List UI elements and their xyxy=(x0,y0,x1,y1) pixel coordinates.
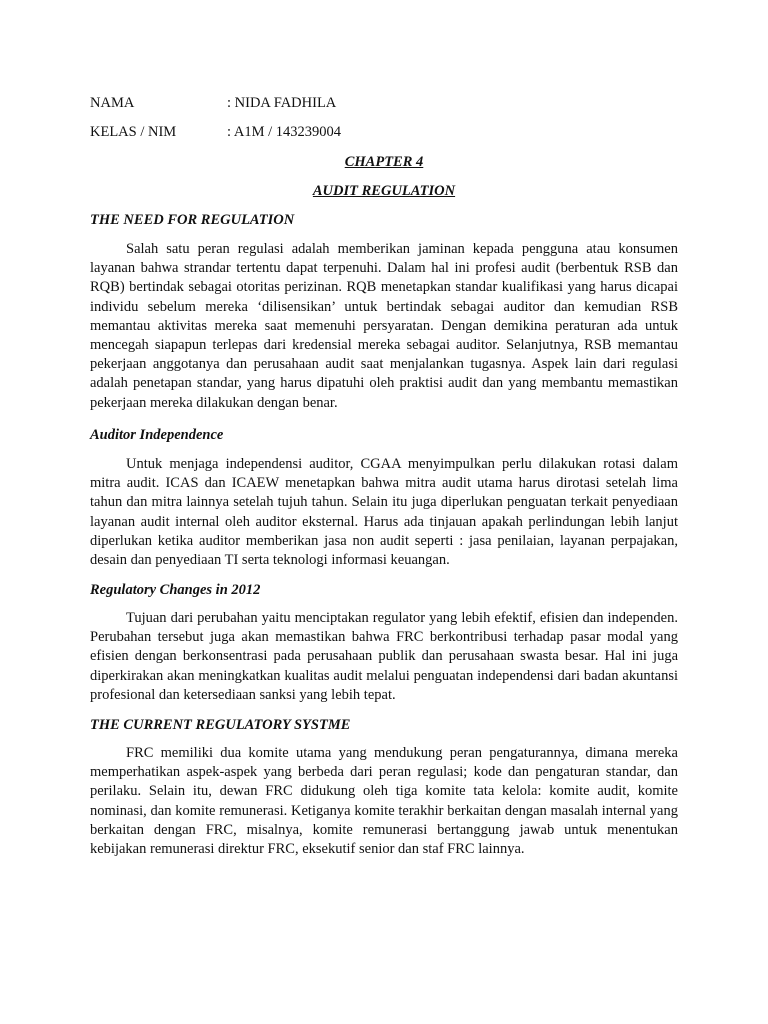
chapter-heading: CHAPTER 4 xyxy=(344,154,424,170)
section-body-need-for-regulation: Salah satu peran regulasi adalah memberikan jaminan kepada pengguna atau konsumen layanan bahwa strandar tertentu dapat terpenuhi. Dalam hal ini profesi audit (berbentuk RSB dan RQB) bertindak sebagai otoritas perizinan. RQB menetapkan standar kualifikasi yang harus dicapai individu sebelum mereka ‘dilisensikan’ untuk bertindak sebagai auditor dan kemudian RSB memantau aktivitas mereka saat memenuhi persyaratan. Dengan demikina peraturan ada untuk mencegah siapapun terlepas dari kredensial mereka sebagai auditor. Selanjutnya, RSB memantau pekerjaan anggotanya dan perusahaan audit saat menjalankan tugasnya. Aspek lain dari regulasi adalah penetapan standar, yang harus dipatuhi oleh praktisi audit dan yang membantu memastikan pekerjaan mereka dilakukan dengan benar. xyxy=(90,241,678,411)
section-heading-regulatory-changes: Regulatory Changes in 2012 xyxy=(90,582,261,598)
section-body-regulatory-changes: Tujuan dari perubahan yaitu menciptakan regulator yang lebih efektif, efisien dan independen. Perubahan tersebut juga akan memastikan bahwa FRC berkontribusi terhadap pasar modal yang efisien dengan berkonsentrasi pada perusahaan publik dan perusahaan swasta besar. Hal ini juga diperkirakan akan meningkatkan kualitas audit melalui penguatan independensi dari badan akuntansi profesional dan ketersediaan sanksi yang lebih tepat. xyxy=(90,610,678,703)
section-heading-auditor-independence: Auditor Independence xyxy=(90,427,224,443)
name-label: NAMA xyxy=(90,95,135,111)
class-value: : A1M / 143239004 xyxy=(227,124,341,140)
class-label: KELAS / NIM xyxy=(90,124,177,140)
document-title: AUDIT REGULATION xyxy=(312,183,456,199)
name-value: : NIDA FADHILA xyxy=(227,95,337,111)
section-heading-need-for-regulation: THE NEED FOR REGULATION xyxy=(90,212,295,228)
section-body-auditor-independence: Untuk menjaga independensi auditor, CGAA menyimpulkan perlu dilakukan rotasi dalam mitra audit. ICAS dan ICAEW menetapkan bahwa mitra audit utama harus dirotasi setelah lima tahun dan mitra lainnya setelah tujuh tahun. Selain itu juga diperlukan penguatan terkait penyediaan layanan audit internal oleh auditor eksternal. Harus ada tinjauan apakah perlindungan lebih lanjut diperlukan ketika auditor memberikan jasa non audit seperti : jasa penilaian, layanan perpajakan, desain dan penyediaan TI serta teknologi informasi keuangan. xyxy=(90,456,678,569)
section-body-current-regulatory-system: FRC memiliki dua komite utama yang mendukung peran pengaturannya, dimana mereka memperhatikan aspek-aspek yang berbeda dari peran regulasi; kode dan pengaturan standar, dan perilaku. Selain itu, dewan FRC didukung oleh tiga komite tata kelola: komite audit, komite nominasi, dan komite remunerasi. Ketiganya komite terakhir berkaitan dengan masalah internal yang berkaitan dengan FRC, misalnya, komite remunerasi bertanggung jawab untuk menentukan kebijakan remunerasi direktur FRC, eksekutif senior dan staf FRC lainnya. xyxy=(90,745,678,858)
class-row xyxy=(90,123,341,141)
name-row xyxy=(90,94,336,112)
section-heading-current-regulatory-system: THE CURRENT REGULATORY SYSTME xyxy=(90,717,351,733)
